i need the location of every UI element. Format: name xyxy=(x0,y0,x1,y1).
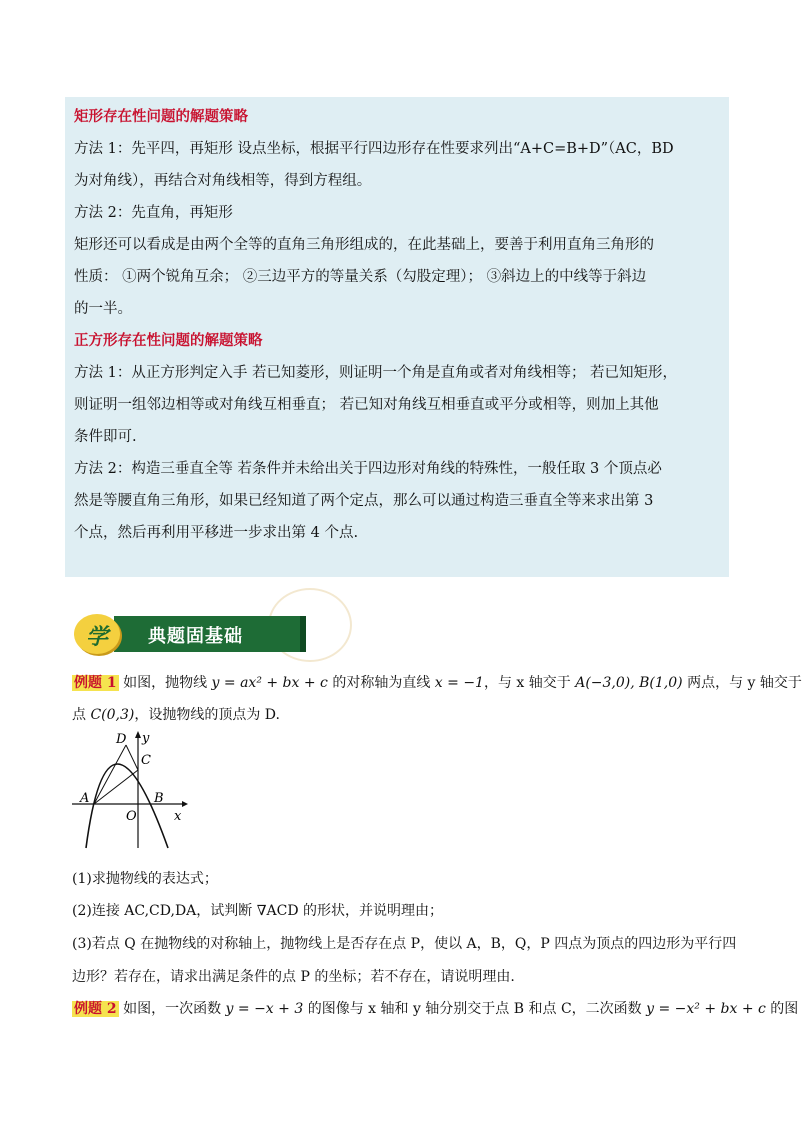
text-span: 两点，与 y 轴交于 xyxy=(682,675,802,691)
text-line: 个点，然后再利用平移进一步求出第 4 个点. xyxy=(74,525,359,541)
y-axis-arrow-icon xyxy=(135,731,141,738)
text-line: 方法 2：先直角，再矩形 xyxy=(74,205,233,221)
example2-tag: 例题 2 xyxy=(74,1001,117,1017)
example1-tag: 例题 1 xyxy=(74,675,117,691)
math-expression: y = ax² + bx + c xyxy=(211,675,328,691)
x-axis-label: x xyxy=(174,809,182,824)
section-header xyxy=(74,612,300,656)
text-span: ，与 x 轴交于 xyxy=(483,675,576,691)
text-line: 方法 1：先平四，再矩形 设点坐标，根据平行四边形存在性要求列出“A+C=B+D”（AC，BD xyxy=(74,141,674,157)
question-3-line1: (3)若点 Q 在抛物线的对称轴上，抛物线上是否存在点 P，使以 A，B，Q，P 四点为顶点的四边形为平行四 xyxy=(72,936,737,952)
text-span: ，设抛物线的顶点为 D. xyxy=(134,707,280,723)
text-line: 则证明一组邻边相等或对角线互相垂直； 若已知对角线互相垂直或平分或相等，则加上其他 xyxy=(74,397,659,413)
text-line: 方法 1：从正方形判定入手 若已知菱形，则证明一个角是直角或者对角线相等； 若已知矩形， xyxy=(74,365,678,381)
origin-label: O xyxy=(126,809,137,824)
rectangle-strategy-title: 矩形存在性问题的解题策略 xyxy=(74,108,248,125)
text-span: 点 xyxy=(72,707,91,723)
point-a-label: A xyxy=(80,791,90,806)
math-expression: x = −1 xyxy=(434,675,484,691)
text-line: 矩形还可以看成是由两个全等的直角三角形组成的，在此基础上，要善于利用直角三角形的 xyxy=(74,237,654,253)
question-2: (2)连接 AC,CD,DA，试判断 ∇ACD 的形状，并说明理由； xyxy=(72,903,443,919)
text-line: 性质： ①两个锐角互余； ②三边平方的等量关系（勾股定理）； ③斜边上的中线等于斜边 xyxy=(74,269,647,285)
section-banner xyxy=(114,616,306,652)
segment-ad xyxy=(94,745,126,804)
y-axis-label: y xyxy=(142,731,150,746)
example1-line2 xyxy=(72,704,280,724)
text-span: 如图，抛物线 xyxy=(118,675,212,691)
text-line: 然是等腰直角三角形，如果已经知道了两个定点，那么可以通过构造三垂直全等来求出第 3 xyxy=(74,493,654,509)
math-expression: A(−3,0), B(1,0) xyxy=(575,675,683,691)
text-span: 如图，一次函数 xyxy=(118,1001,226,1017)
example1-line1 xyxy=(72,672,802,692)
text-line: 方法 2：构造三垂直全等 若条件并未给出关于四边形对角线的特殊性，一般任取 3 个顶点必 xyxy=(74,461,662,477)
section-badge xyxy=(74,614,120,654)
math-expression: y = −x² + bx + c xyxy=(646,1001,766,1017)
section-badge-label: 学 xyxy=(85,625,108,650)
parabola-curve xyxy=(86,764,168,848)
example2-line1 xyxy=(72,998,798,1018)
text-span: 的图像与 x 轴和 y 轴分别交于点 B 和点 C，二次函数 xyxy=(303,1001,647,1017)
text-line: 为对角线），再结合对角线相等，得到方程组。 xyxy=(74,173,372,189)
segment-dc xyxy=(126,745,138,770)
text-line: 的一半。 xyxy=(74,301,132,317)
text-span: 的图 xyxy=(765,1001,799,1017)
section-title: 典题固基础 xyxy=(148,626,243,647)
text-line: 条件即可. xyxy=(74,429,137,445)
square-strategy-title: 正方形存在性问题的解题策略 xyxy=(74,332,263,349)
point-c-label: C xyxy=(141,753,151,768)
math-expression: y = −x + 3 xyxy=(225,1001,304,1017)
strategy-box xyxy=(65,97,729,577)
segment-ac xyxy=(94,770,138,804)
math-expression: C(0,3) xyxy=(90,707,135,723)
parabola-graph xyxy=(70,730,190,850)
question-3-line2: 边形？若存在，请求出满足条件的点 P 的坐标；若不存在，请说明理由. xyxy=(72,969,515,985)
x-axis-arrow-icon xyxy=(182,801,188,807)
point-b-label: B xyxy=(154,791,164,806)
question-1: (1)求抛物线的表达式； xyxy=(72,871,218,887)
point-d-label: D xyxy=(116,732,127,747)
text-span: 的对称轴为直线 xyxy=(327,675,435,691)
